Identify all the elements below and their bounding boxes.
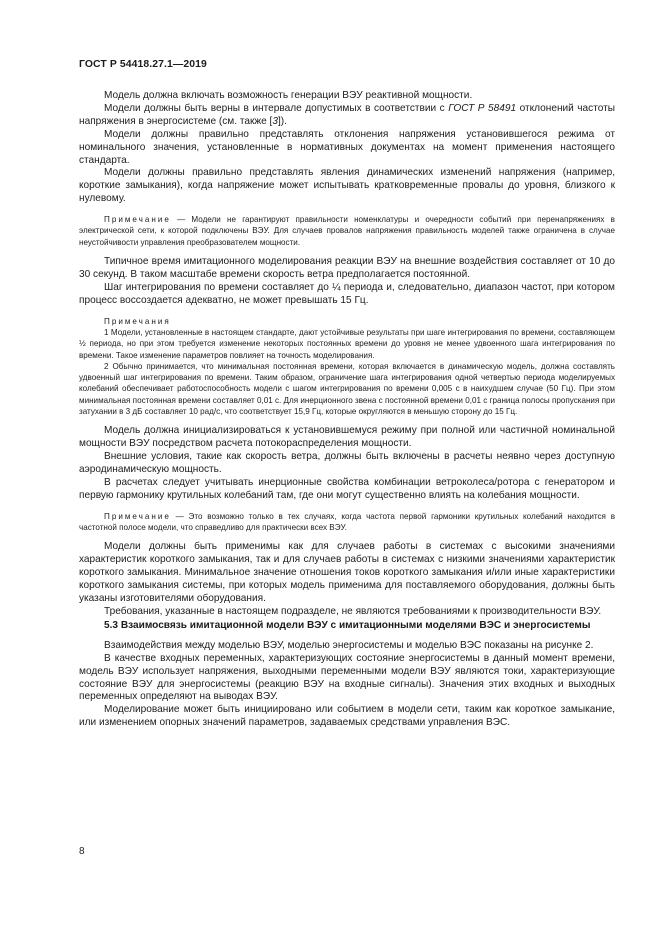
paragraph: Моделирование может быть инициировано или событием в модели сети, таким как короткое замыкание, или изменением опорных значений параметров, задаваемых средствами управления ВЭС. (79, 704, 615, 729)
paragraph: В расчетах следует учитывать инерционные свойства комбинации ветроколеса/ротора с генератором и первую гармонику крутильных колебаний там, где они могут существенно влиять на колебания мощности. (79, 476, 615, 501)
paragraph: Модели должны правильно представлять отклонения напряжения установившегося режима от номинального значения, установленные в нормативных документах на момент применения настоящего стандарта. (79, 128, 615, 166)
note-text: — Модели не гарантируют правильности номенклатуры и очередности событий при перенапряжениях в электрической сети, к которой подключены ВЭУ. Для случаев провалов напряжения правильность моделей также ограничена в случае неустойчивости управления преобразователем мощности. (79, 215, 615, 247)
notes-label: Примечания (104, 316, 171, 326)
note-label: Примечание (104, 511, 171, 521)
citation: 3 (272, 115, 278, 127)
paragraph: Модель должна включать возможность генерации ВЭУ реактивной мощности. (104, 90, 473, 101)
section-heading: 5.3 Взаимосвязь имитационной модели ВЭУ с имитационными моделями ВЭС и энергосистемы (104, 619, 591, 631)
note-text: — Это возможно только в тех случаях, когда частота первой гармоники крутильных колебаний находится в частотной полосе модели, что справедливо для практически всех ВЭУ. (79, 511, 615, 533)
note-item: 1 Модели, установленные в настоящем стандарте, дают устойчивые результаты при шаге интегрирования по времени, составляющем ½ периода, но при этом требуется изменение некоторых постоянных времени до уровня не менее удвоенного шага интегрирования по времени. Такое изменение параметров повлияет на точность моделирования. (79, 327, 615, 360)
paragraph: В качестве входных переменных, характеризующих состояние энергосистемы в данный момент времени, модель ВЭУ использует напряжения, выходными переменными модели ВЭУ являются токи, характеризующие состояние ВЭУ для энергосистемы (реакцию ВЭУ на входные сигналы). Значения этих входных и выходных переменных определяют на выводах ВЭУ. (79, 652, 615, 703)
paragraph: Модели должны правильно представлять явления динамических изменений напряжения (например, короткие замыкания), когда напряжение может испытывать кратковременные провалы до уровня, близкого к нулевому. (79, 167, 615, 205)
text-run: ]). (277, 115, 287, 127)
note (79, 511, 615, 534)
document-body (79, 90, 615, 730)
notes-heading (79, 316, 615, 327)
text-run: Модели должны быть верны в интервале допустимых в соответствии с (104, 102, 449, 114)
page-number: 8 (79, 846, 85, 857)
paragraph: Внешние условия, такие как скорость ветра, должны быть включены в расчеты неявно через доступную аэродинамическую мощность. (79, 451, 615, 476)
paragraph: Модели должны быть применимы как для случаев работы в системах с высокими значениями характеристик короткого замыкания, так и для случаев работы в системах с низкими значениями характеристик короткого замыкания. Минимальное значение отношения токов короткого замыкания и/или иные характеристики короткого замыкания системы, при которых модель применима для поставляемого оборудования, должны быть указаны изготовителями оборудования. (79, 541, 615, 604)
standard-header: ГОСТ Р 54418.27.1—2019 (79, 59, 207, 70)
note (79, 214, 615, 248)
note-label: Примечание (104, 215, 171, 225)
text-run: отклонений частоты напряжения в энергосистеме (см. также [ (79, 102, 615, 127)
paragraph: Типичное время имитационного моделирования реакции ВЭУ на внешние воздействия составляет от 10 до 30 секунд. В таком масштабе времени скорость ветра предполагается постоянной. (79, 256, 615, 280)
paragraph (79, 103, 615, 129)
standard-reference: ГОСТ Р 58491 (448, 102, 517, 114)
paragraph: Шаг интегрирования по времени составляет до ¼ периода и, следовательно, диапазон частот, при котором процесс воссоздается адекватно, не может превышать 15 Гц. (79, 281, 615, 306)
paragraph: Взаимодействия между моделью ВЭУ, моделью энергосистемы и моделью ВЭС показаны на рисунке 2. (104, 639, 594, 651)
paragraph: Модель должна инициализироваться к установившемуся режиму при полной или частичной номинальной мощности ВЭУ посредством расчета потокораспределения мощности. (79, 425, 615, 450)
note-item: 2 Обычно принимается, что минимальная постоянная времени, которая включается в динамическую модель, должна составлять удвоенный шаг интегрирования по времени. Таким образом, ограничение шага интегрирования одной четвертью периода моделируемых колебаний обеспечивает работоспособность модели с шагом интегрирования по времени 0,005 с в наихудшем случае (50 Гц). При этом минимальная постоянная времени составляет 0,01 с. Для инерционного звена с постоянной времени 0,01 с граница полосы пропускания при затухании в 3 дБ составляет 10 рад/с, что соответствует 15,9 Гц, которые округляются в меньшую сторону до 15 Гц. (79, 361, 615, 417)
paragraph: Требования, указанные в настоящем подразделе, не являются требованиями к производительности ВЭУ. (104, 605, 602, 617)
